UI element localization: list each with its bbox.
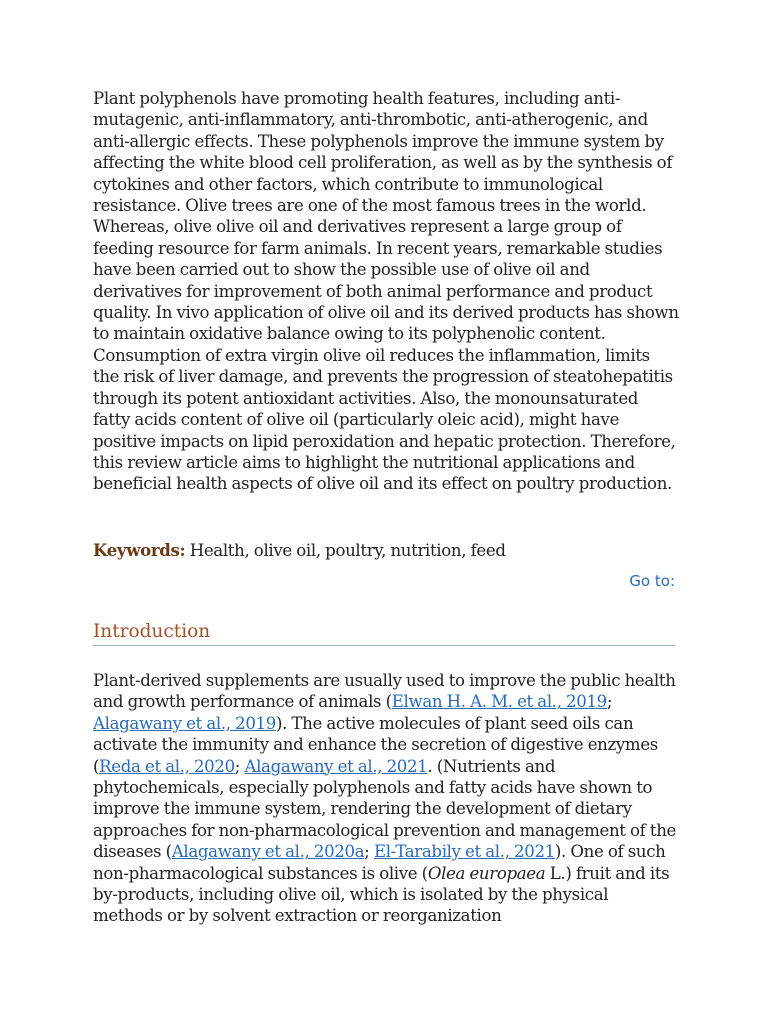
species-name: Olea europaea <box>427 863 546 883</box>
citation-link[interactable]: Elwan H. A. M. et al., 2019 <box>391 692 607 712</box>
keywords-values: Health, olive oil, poultry, nutrition, feed <box>185 541 506 560</box>
keywords-line <box>93 540 679 561</box>
citation-link[interactable]: Alagawany et al., 2020a <box>171 842 365 862</box>
intro-text: ; <box>364 842 374 862</box>
intro-text: L.) fruit and its by-products, including olive oil, which is isolated by the physical methods or by solvent extraction or reorganization <box>93 863 670 926</box>
introduction-paragraph <box>93 670 679 927</box>
citation-link[interactable]: Alagawany et al., 2021 <box>244 756 428 776</box>
intro-text: ). One of such non-pharmacological substances is olive ( <box>93 842 666 883</box>
citation-link[interactable]: El-Tarabily et al., 2021 <box>373 842 555 862</box>
intro-text: . (Nutrients and phytochemicals, especially polyphenols and fatty acids have shown to improve the immune system, rendering the development of dietary approaches for non-pharmacological prevention and management of the diseases ( <box>93 756 677 862</box>
intro-text: ). The active molecules of plant seed oils can activate the immunity and enhance the secretion of digestive enzymes ( <box>93 713 658 776</box>
intro-text: ; <box>234 756 245 776</box>
citation-link[interactable]: Reda et al., 2020 <box>99 756 235 776</box>
intro-text: Plant-derived supplements are usually used to improve the public health and growth performance of animals ( <box>93 671 676 712</box>
keywords-label: Keywords: <box>93 540 186 560</box>
introduction-heading: Introduction <box>93 621 675 646</box>
intro-text: ; <box>606 692 613 712</box>
abstract-paragraph: Plant polyphenols have promoting health features, including anti-mutagenic, anti-inflammatory, anti-thrombotic, anti-atherogenic, and anti-allergic effects. These polyphenols improve the immune system by affecting the white blood cell proliferation, as well as by the synthesis of cytokines and other factors, which contribute to immunological resistance. Olive trees are one of the most famous trees in the world. Whereas, olive olive oil and derivatives represent a large group of feeding resource for farm animals. In recent years, remarkable studies have been carried out to show the possible use of olive oil and derivatives for improvement of both animal performance and product quality. In vivo application of olive oil and its derived products has shown to maintain oxidative balance owing to its polyphenolic content. Consumption of extra virgin olive oil reduces the inflammation, limits the risk of liver damage, and prevents the progression of steatohepatitis through its potent antioxidant activities. Also, the monounsaturated fatty acids content of olive oil (particularly oleic acid), might have positive impacts on lipid peroxidation and hepatic protection. Therefore, this review article aims to highlight the nutritional applications and beneficial health aspects of olive oil and its effect on poultry production. <box>93 89 679 494</box>
goto-link[interactable]: Go to: <box>629 572 675 590</box>
citation-link[interactable]: Alagawany et al., 2019 <box>93 713 276 733</box>
